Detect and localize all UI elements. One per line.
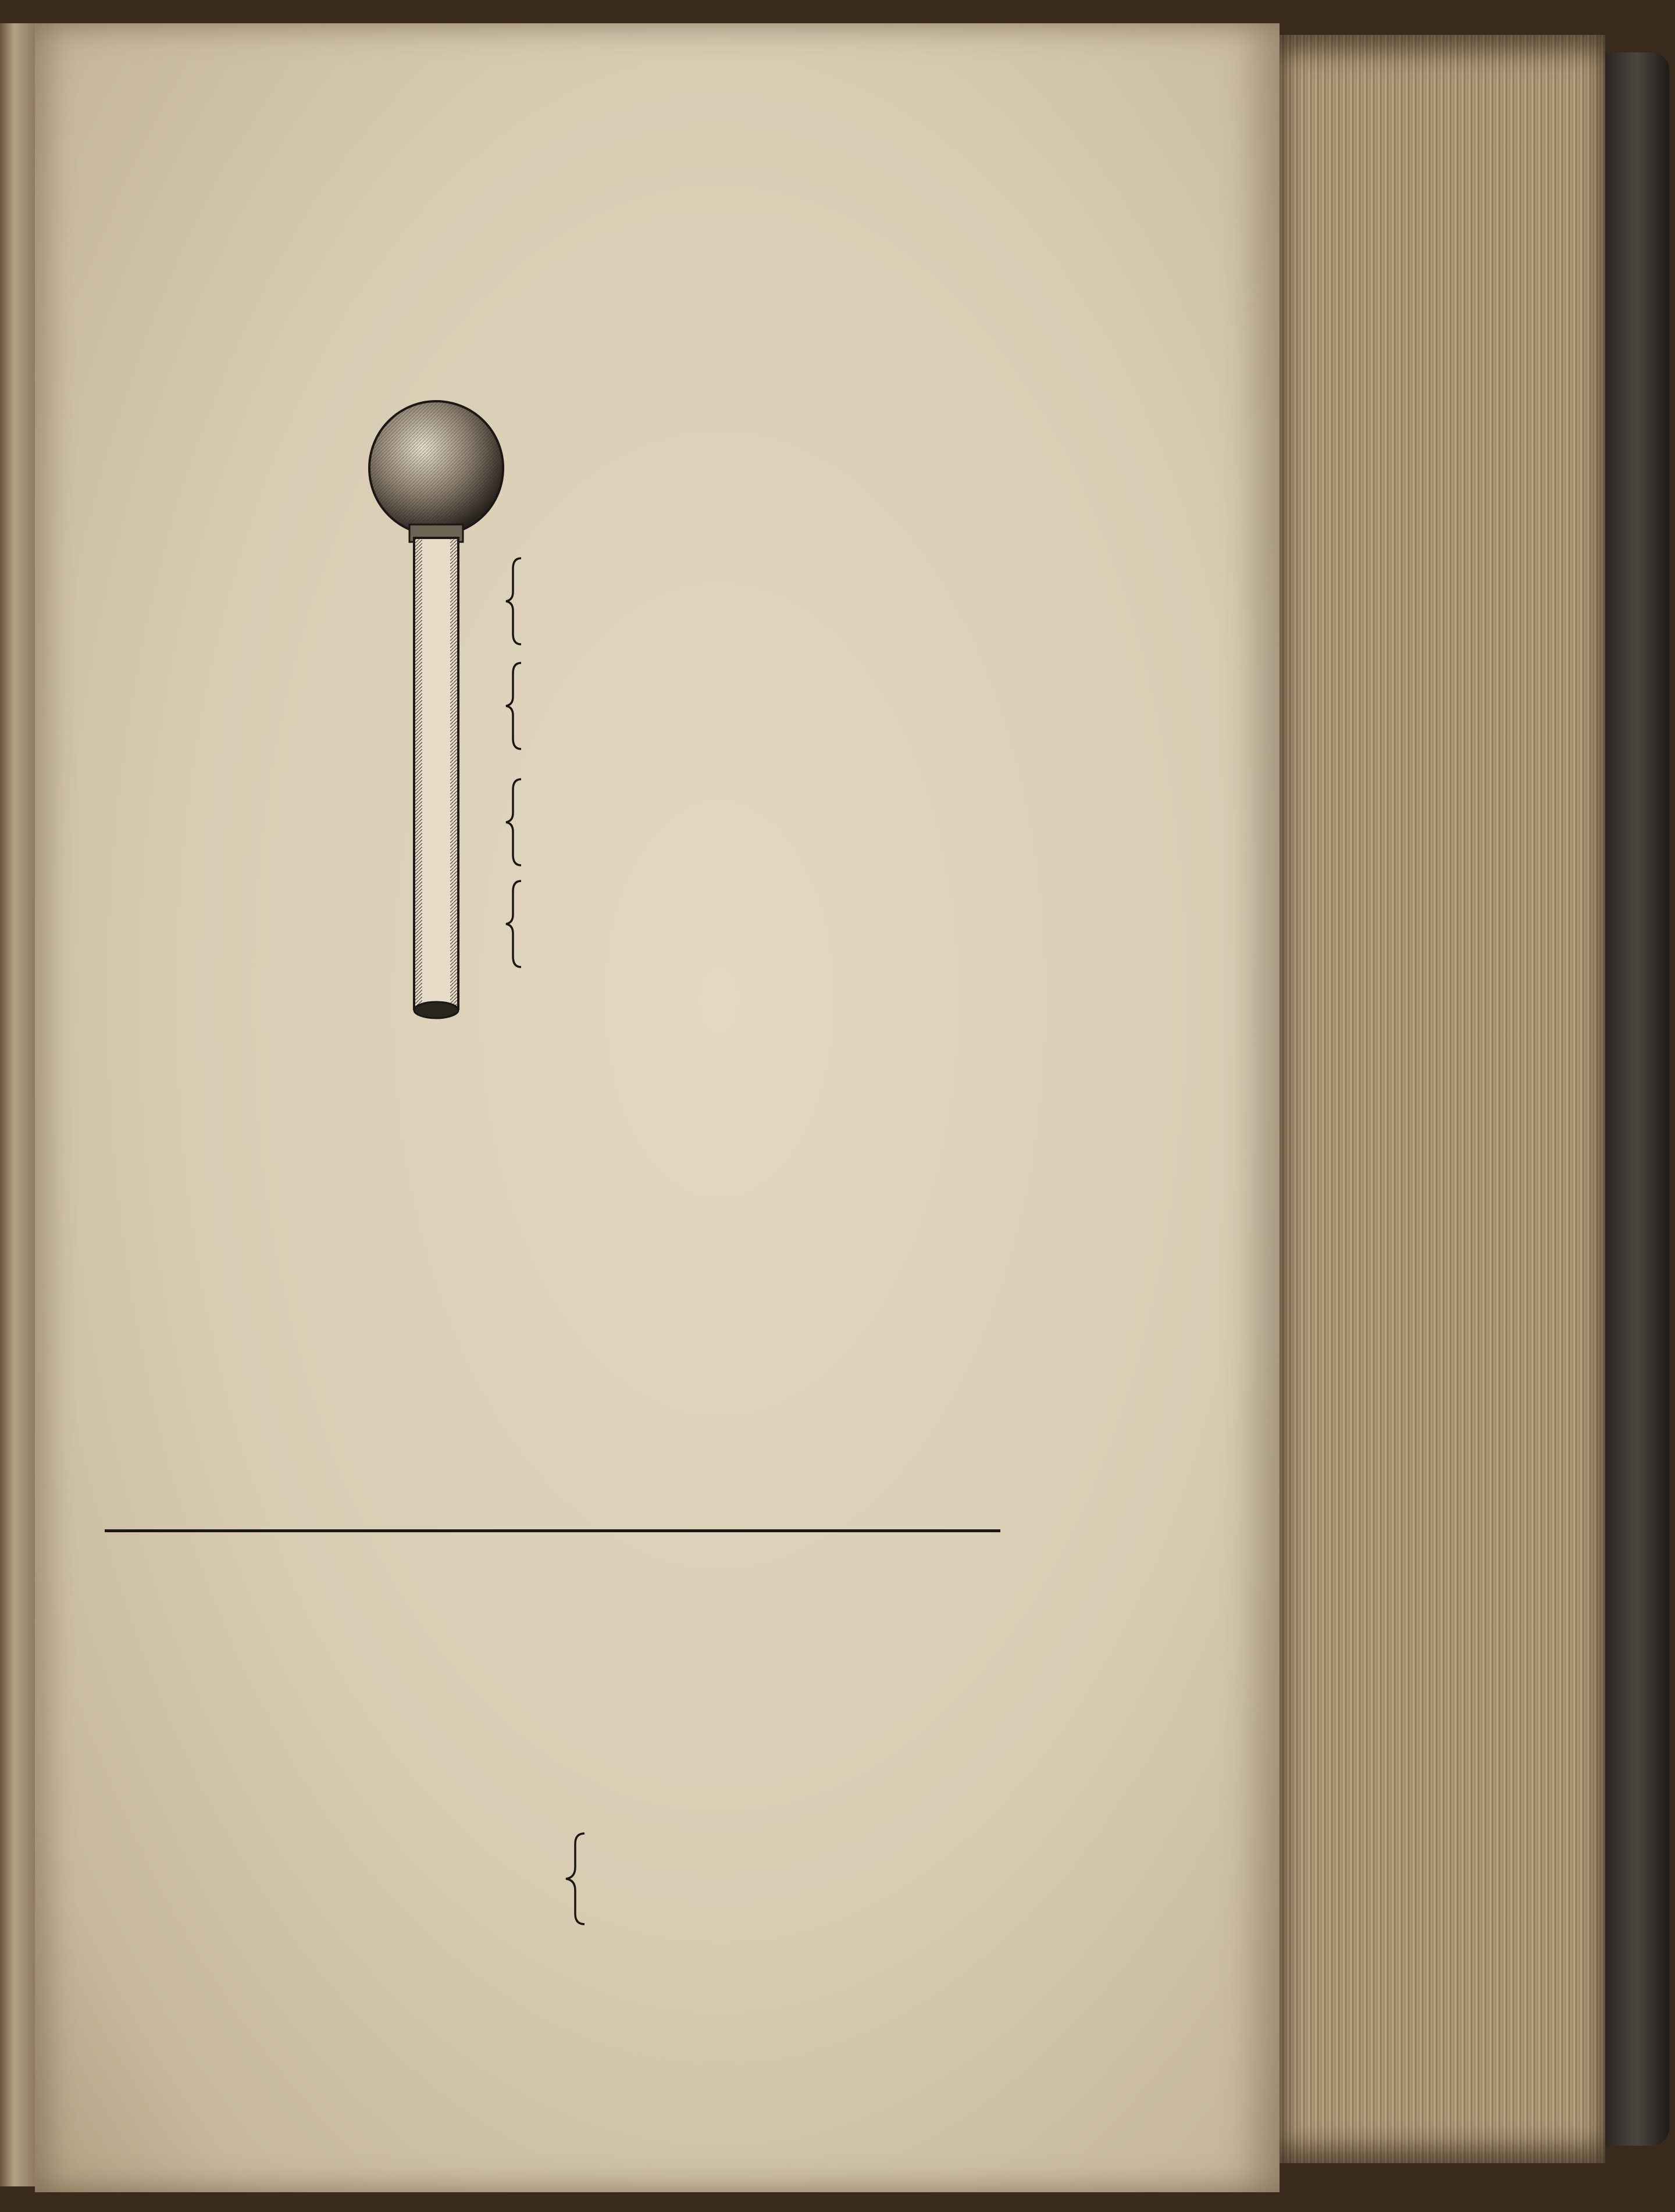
figure-braces <box>506 558 521 967</box>
rod-illustration <box>35 23 1280 1070</box>
section-rule <box>105 1529 1000 1532</box>
left-page-edge <box>0 23 35 2186</box>
book-page <box>35 23 1280 2192</box>
book-page-edges <box>1280 35 1605 2163</box>
item-brace <box>555 1829 590 1933</box>
book-cover <box>1605 52 1669 2146</box>
